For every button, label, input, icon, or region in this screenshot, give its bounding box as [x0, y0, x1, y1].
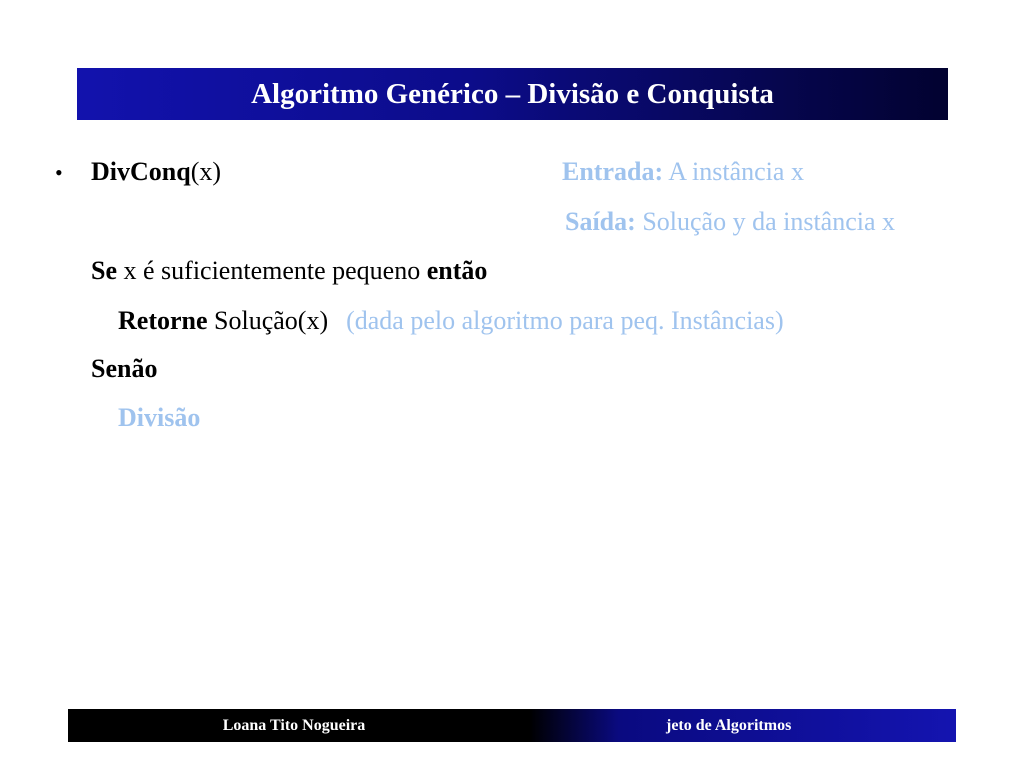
- input-text: A instância x: [663, 157, 804, 186]
- slide-title: Algoritmo Genérico – Divisão e Conquista: [251, 77, 774, 110]
- footer-author: Loana Tito Nogueira: [222, 716, 366, 734]
- else-statement: [91, 354, 157, 384]
- bullet-icon: •: [55, 160, 63, 185]
- input-description: [562, 157, 804, 187]
- footer-bar: [68, 709, 956, 742]
- output-label: Saída:: [565, 207, 636, 236]
- function-args: (x): [190, 157, 222, 186]
- return-statement: [118, 306, 784, 336]
- output-text: Solução y da instância x: [635, 207, 896, 236]
- footer-course: jeto de Algoritmos: [666, 716, 792, 734]
- title-bar: [77, 68, 948, 120]
- keyword-retorne: Retorne: [118, 306, 208, 335]
- function-signature: [91, 157, 221, 187]
- condition-text: x é suficientemente pequeno: [117, 256, 427, 285]
- division-step: [118, 403, 200, 433]
- if-statement: [91, 256, 487, 286]
- return-call: Solução(x): [207, 306, 329, 335]
- input-label: Entrada:: [562, 157, 664, 186]
- division-label: Divisão: [118, 403, 201, 432]
- return-comment: (dada pelo algoritmo para peq. Instâncias): [346, 306, 784, 335]
- keyword-entao: então: [426, 256, 488, 285]
- keyword-senao: Senão: [91, 354, 158, 383]
- keyword-se: Se: [91, 256, 117, 285]
- function-name: DivConq: [91, 157, 191, 186]
- output-description: [565, 207, 895, 237]
